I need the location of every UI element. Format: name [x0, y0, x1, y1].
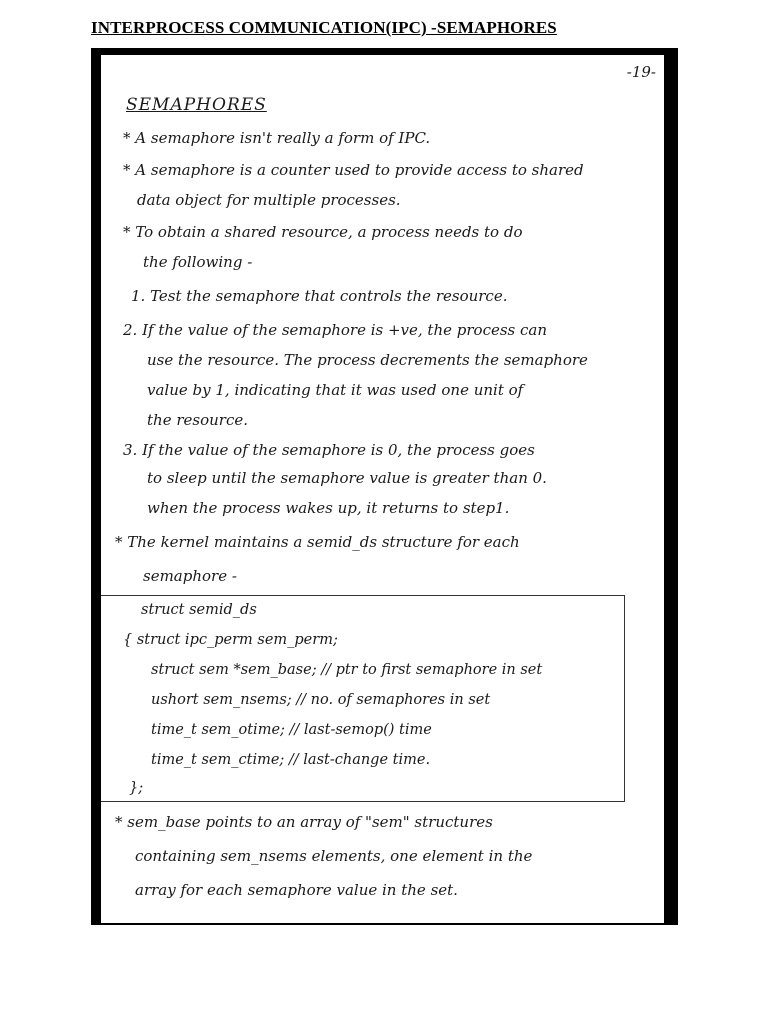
note-line: 3. If the value of the semaphore is 0, the process goes [123, 441, 535, 459]
struct-code-box [101, 595, 625, 802]
note-line: * To obtain a shared resource, a process needs to do [123, 223, 523, 241]
note-line: 1. Test the semaphore that controls the resource. [131, 287, 508, 305]
note-line: use the resource. The process decrements the semaphore [147, 351, 588, 369]
scanned-page [91, 48, 678, 925]
note-line: value by 1, indicating that it was used one unit of [147, 381, 524, 399]
document-title: INTERPROCESS COMMUNICATION(IPC) -SEMAPHORES [91, 18, 557, 37]
code-line: { struct ipc_perm sem_perm; [123, 632, 338, 648]
note-line: * A semaphore isn't really a form of IPC. [123, 129, 431, 147]
code-line: time_t sem_ctime; // last-change time. [151, 752, 431, 768]
note-line: semaphore - [143, 567, 237, 585]
footer-line: array for each semaphore value in the set. [135, 881, 458, 899]
note-line: the following - [143, 253, 253, 271]
page-number: -19- [626, 63, 656, 81]
note-line: data object for multiple processes. [137, 191, 401, 209]
footer-line: containing sem_nsems elements, one element in the [135, 847, 533, 865]
note-line: to sleep until the semaphore value is greater than 0. [147, 469, 547, 487]
code-line: }; [129, 780, 144, 796]
note-line: * A semaphore is a counter used to provide access to shared [123, 161, 584, 179]
code-line: struct sem *sem_base; // ptr to first semaphore in set [151, 662, 543, 678]
notes-heading: SEMAPHORES [126, 95, 267, 115]
note-line: the resource. [147, 411, 248, 429]
note-line: * The kernel maintains a semid_ds structure for each [115, 533, 520, 551]
code-line: time_t sem_otime; // last-semop() time [151, 722, 432, 738]
notebook-paper [101, 55, 664, 923]
note-line: 2. If the value of the semaphore is +ve, the process can [123, 321, 548, 339]
code-line: struct semid_ds [141, 602, 257, 618]
footer-line: * sem_base points to an array of "sem" structures [115, 813, 493, 831]
code-line: ushort sem_nsems; // no. of semaphores in set [151, 692, 491, 708]
note-line: when the process wakes up, it returns to step1. [147, 499, 510, 517]
